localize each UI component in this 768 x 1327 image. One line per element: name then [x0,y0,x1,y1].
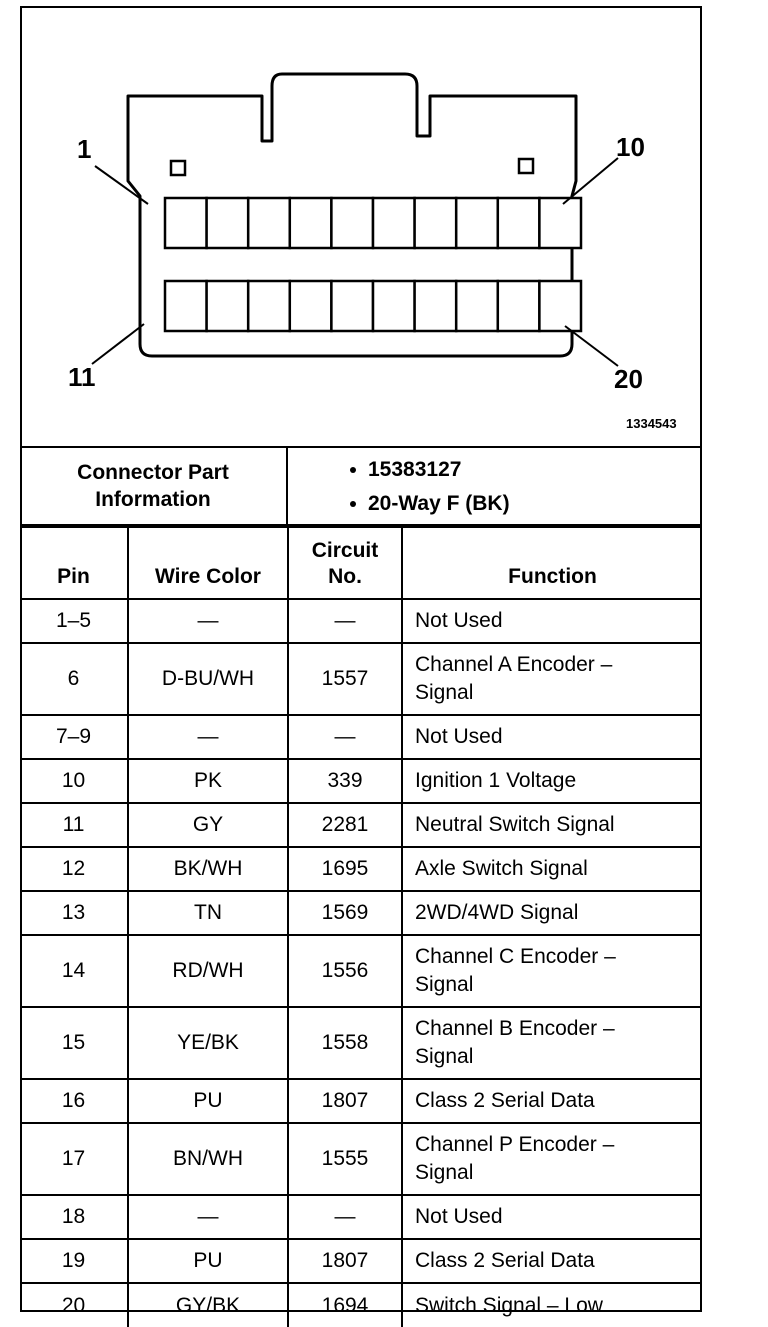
function-line: Switch Signal – Low [415,1293,603,1317]
pin-top-cavity [248,198,290,248]
pin-cell: 6 [20,643,128,715]
wire-color-cell: PK [128,759,288,803]
pin-bottom-cavity [539,281,581,331]
wire-color-cell: — [128,715,288,759]
pin-cell: 15 [20,1007,128,1079]
function-line: Channel C Encoder – [415,945,616,968]
function-cell [402,1283,702,1327]
circuit-cell: — [288,1195,402,1239]
pin-cell: 1–5 [20,599,128,643]
table-header-row [20,527,702,599]
pin-bottom-cavity [248,281,290,331]
circuit-cell: 1556 [288,935,402,1007]
header-wire-color: Wire Color [128,527,288,599]
function-line: 2WD/4WD Signal [415,901,579,924]
table-row [20,935,702,1007]
pin-top-cavity [165,198,207,248]
wire-color-cell: GY/BK [128,1283,288,1327]
function-cell [402,847,702,891]
pin-cell: 11 [20,803,128,847]
connector-face-drawing [20,6,702,446]
table-row [20,1239,702,1283]
function-cell [402,1123,702,1195]
function-line: Not Used [415,1205,503,1228]
circuit-cell: 1694 [288,1283,402,1327]
function-line: Ignition 1 Voltage [415,769,577,792]
table-body [20,599,702,1327]
pin-top-cavity [456,198,498,248]
table-row [20,599,702,643]
wire-color-cell: — [128,599,288,643]
function-line: Channel B Encoder – [415,1017,615,1040]
pin-bottom-cavity [207,281,249,331]
pin-cell: 10 [20,759,128,803]
part-number: 15383127 [368,458,462,481]
pin-bottom-cavity [331,281,373,331]
wire-color-cell: BN/WH [128,1123,288,1195]
pin-bottom-cavity [415,281,457,331]
pin-cell: 13 [20,891,128,935]
wire-color-cell: GY [128,803,288,847]
table-row [20,1195,702,1239]
function-cell [402,1007,702,1079]
pin-bottom-cavity [165,281,207,331]
circuit-cell: 1695 [288,847,402,891]
pin-label-20: 20 [614,364,643,394]
connector-description: 20-Way F (BK) [368,492,510,515]
pin-top-cavity [498,198,540,248]
pin-cell: 16 [20,1079,128,1123]
function-cell [402,759,702,803]
part-info-label-line2: Information [95,488,211,511]
wire-color-cell: YE/BK [128,1007,288,1079]
table-row [20,1283,702,1327]
table-row [20,759,702,803]
function-line: Signal [415,1161,474,1184]
circuit-cell: 1807 [288,1079,402,1123]
pin-row-top [165,198,581,248]
wire-color-cell: TN [128,891,288,935]
header-circuit [288,527,402,599]
part-info-label-line1: Connector Part [77,461,229,484]
pin-top-cavity [539,198,581,248]
bullet-icon [350,501,356,507]
circuit-cell: — [288,715,402,759]
wire-color-cell: RD/WH [128,935,288,1007]
function-line: Signal [415,1045,474,1068]
connector-part-info [20,446,702,526]
table-row [20,643,702,715]
table-row [20,1007,702,1079]
table-row [20,891,702,935]
part-info-label [20,448,288,524]
pin-cell: 20 [20,1283,128,1327]
pin-row-bottom [165,281,581,331]
function-line: Class 2 Serial Data [415,1089,595,1112]
connector-diagram [20,6,702,446]
pin-bottom-cavity [373,281,415,331]
pin-cell: 17 [20,1123,128,1195]
circuit-cell: 1558 [288,1007,402,1079]
pin-cell: 14 [20,935,128,1007]
function-line: Channel P Encoder – [415,1133,615,1156]
function-cell [402,803,702,847]
circuit-cell: 339 [288,759,402,803]
function-line: Not Used [415,609,503,632]
function-cell [402,935,702,1007]
pin-top-cavity [373,198,415,248]
circuit-cell: 1555 [288,1123,402,1195]
function-cell [402,643,702,715]
pin-top-cavity [290,198,332,248]
wire-color-cell: D-BU/WH [128,643,288,715]
function-line: Neutral Switch Signal [415,813,615,836]
function-cell [402,599,702,643]
pin-top-cavity [207,198,249,248]
table-row [20,803,702,847]
function-cell [402,715,702,759]
pin-cell: 19 [20,1239,128,1283]
pin-cell: 12 [20,847,128,891]
part-number-line [350,458,461,482]
table-row [20,1079,702,1123]
function-line: Signal [415,973,474,996]
circuit-cell: — [288,599,402,643]
circuit-cell: 1557 [288,643,402,715]
header-pin: Pin [20,527,128,599]
function-cell [402,1079,702,1123]
pinout-table [20,526,702,1327]
function-line: Channel A Encoder – [415,653,613,676]
function-cell [402,1195,702,1239]
pin-cell: 18 [20,1195,128,1239]
circuit-cell: 2281 [288,803,402,847]
pin-top-cavity [331,198,373,248]
bullet-icon [350,467,356,473]
header-function: Function [402,527,702,599]
table-row [20,847,702,891]
pin-label-11: 11 [68,362,96,392]
table-row [20,1123,702,1195]
function-line: Signal [415,681,474,704]
pin-label-10: 10 [616,132,645,162]
figure-id: 1334543 [626,416,677,431]
pin-cell: 7–9 [20,715,128,759]
function-cell [402,1239,702,1283]
wire-color-cell: — [128,1195,288,1239]
pin-bottom-cavity [456,281,498,331]
wire-color-cell: PU [128,1079,288,1123]
pin-label-1: 1 [77,134,92,164]
function-line: Axle Switch Signal [415,857,588,880]
function-line: Class 2 Serial Data [415,1249,595,1272]
table-row [20,715,702,759]
header-circuit-line1: Circuit [311,539,379,562]
pin-bottom-cavity [498,281,540,331]
function-line: Not Used [415,725,503,748]
header-circuit-line2: No. [328,565,362,588]
pin-bottom-cavity [290,281,332,331]
wire-color-cell: BK/WH [128,847,288,891]
circuit-cell: 1569 [288,891,402,935]
description-line [350,492,510,516]
pin-top-cavity [415,198,457,248]
part-info-values [310,448,702,524]
circuit-cell: 1807 [288,1239,402,1283]
function-cell [402,891,702,935]
wire-color-cell: PU [128,1239,288,1283]
